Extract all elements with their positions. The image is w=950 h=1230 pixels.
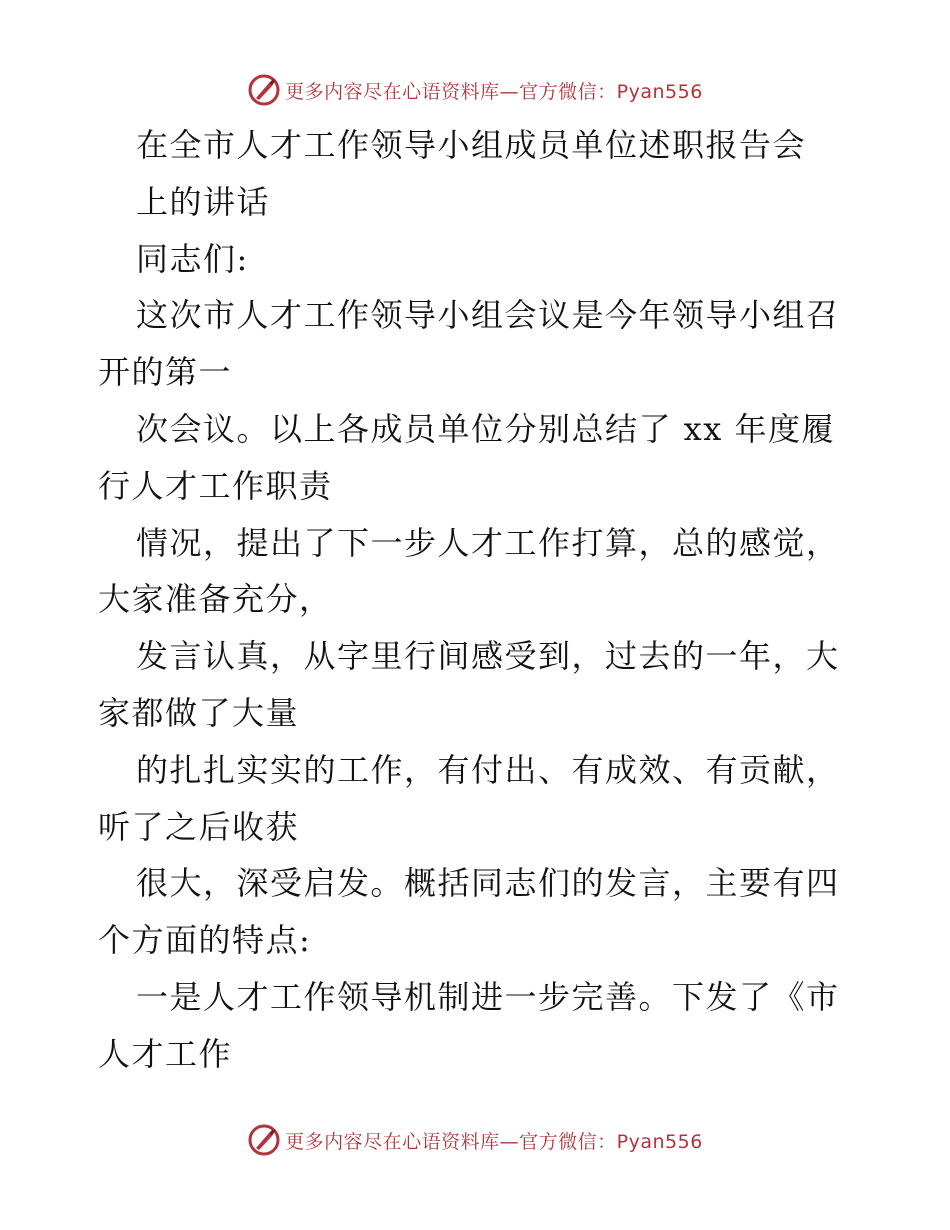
text-line: 听了之后收获 (98, 807, 300, 846)
text-line: 在全市人才工作领导小组成员单位述职报告会 (136, 126, 807, 164)
text-line: 一是人才工作领导机制进一步完善。下发了《市 (136, 977, 840, 1016)
text-line: 的扎扎实实的工作，有付出、有成效、有贡献， (136, 750, 840, 789)
document-body (98, 117, 858, 1083)
header-watermark (0, 70, 950, 110)
text-line: 次会议。以上各成员单位分别总结了 xx 年度履 (136, 409, 835, 448)
text-line: 人才工作 (98, 1034, 233, 1073)
pen-logo-icon (247, 1123, 281, 1157)
footer-watermark (0, 1120, 950, 1160)
text-line: 很大，深受启发。概括同志们的发言，主要有四 (136, 864, 840, 903)
text-line: 个方面的特点: (98, 921, 312, 960)
text-line: 开的第一 (98, 353, 233, 392)
text-line: 家都做了大量 (98, 693, 300, 732)
pen-logo-icon (247, 73, 281, 107)
watermark-text: 更多内容尽在心语资料库—官方微信：Pyan556 (285, 1130, 703, 1153)
text-line: 大家准备充分， (98, 580, 333, 619)
text-line: 行人才工作职责 (98, 466, 333, 505)
text-line: 同志们: (136, 239, 249, 278)
text-line: 这次市人才工作领导小组会议是今年领导小组召 (136, 296, 840, 335)
text-line: 上的讲话 (136, 182, 271, 221)
text-line: 发言认真，从字里行间感受到，过去的一年，大 (136, 637, 840, 676)
watermark-text: 更多内容尽在心语资料库—官方微信：Pyan556 (285, 80, 703, 103)
text-line: 情况，提出了下一步人才工作打算，总的感觉， (136, 523, 840, 562)
